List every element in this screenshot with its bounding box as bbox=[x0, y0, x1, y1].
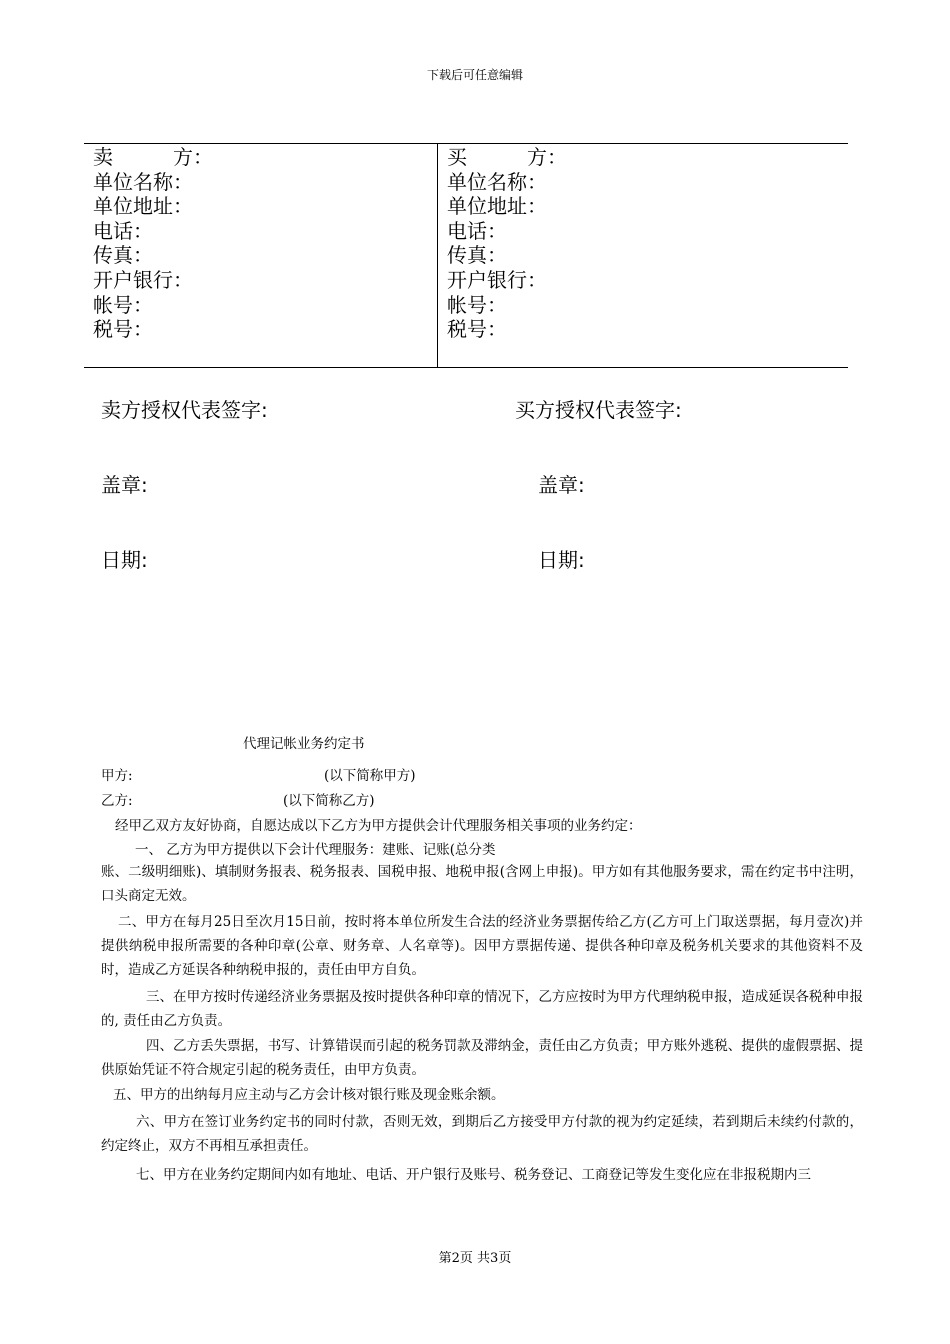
page-footer: 第2页 共3页 bbox=[438, 1251, 512, 1266]
buyer-field-fax: 传真： bbox=[447, 243, 507, 268]
seller-field-bank: 开户银行： bbox=[93, 267, 193, 292]
buyer-field-address: 单位地址： bbox=[447, 194, 547, 219]
seller-field-fax: 传真： bbox=[93, 243, 153, 268]
seller-field-company-name: 单位名称： bbox=[93, 169, 193, 194]
party-a-note: (以下简称甲方) bbox=[324, 768, 416, 784]
clause-2: 二、甲方在每月25日至次月15日前，按时将本单位所发生合法的经济业务票据传给乙方(乙方可上门取送票据，每月壹次)并提供纳税申报所需要的各种印章(公章、财务章、人名章等)。因甲方票据传递、提供各种印章及税务机关要求的其他资料不及时，造成乙方延误各种纳税申报的，责任由甲方自负。 bbox=[101, 914, 863, 978]
seller-cell bbox=[93, 145, 213, 342]
seller-title: 卖 方： bbox=[93, 145, 213, 169]
seller-date: 日期: bbox=[101, 548, 148, 572]
seller-field-address: 单位地址： bbox=[93, 194, 193, 219]
seller-field-tax-id: 税号： bbox=[93, 317, 153, 342]
buyer-date: 日期: bbox=[538, 548, 585, 572]
buyer-cell bbox=[447, 145, 567, 342]
clause-7: 七、甲方在业务约定期间内如有地址、电话、开户银行及账号、税务登记、工商登记等发生变化应在非报税期内三 bbox=[136, 1167, 811, 1183]
clause-6: 六、甲方在签订业务约定书的同时付款，否则无效，到期后乙方接受甲方付款的视为约定延续，若到期后未续约付款的，约定终止，双方不再相互承担责任。 bbox=[101, 1114, 863, 1154]
table-top-border bbox=[84, 143, 848, 144]
buyer-field-account: 帐号： bbox=[447, 292, 507, 317]
table-column-divider bbox=[437, 143, 438, 368]
clause-1-first-line: 一、 乙方为甲方提供以下会计代理服务：建账、记账(总分类 bbox=[135, 842, 496, 858]
agreement-intro: 经甲乙双方友好协商，自愿达成以下乙方为甲方提供会计代理服务相关事项的业务约定： bbox=[115, 818, 642, 834]
buyer-seal: 盖章: bbox=[538, 473, 585, 497]
buyer-rep-signature: 买方授权代表签字: bbox=[515, 398, 682, 422]
clause-5: 五、甲方的出纳每月应主动与乙方会计核对银行账及现金账余额。 bbox=[113, 1087, 505, 1103]
page-header: 下载后可任意编辑 bbox=[426, 68, 523, 82]
buyer-field-company-name: 单位名称： bbox=[447, 169, 547, 194]
seller-field-account: 帐号： bbox=[93, 292, 153, 317]
clause-3: 三、在甲方按时传递经济业务票据及按时提供各种印章的情况下，乙方应按时为甲方代理纳税申报，造成延误各税种申报的, 责任由乙方负责。 bbox=[101, 989, 863, 1029]
buyer-field-phone: 电话： bbox=[447, 218, 507, 243]
party-a-label: 甲方: bbox=[101, 768, 133, 784]
seller-seal: 盖章: bbox=[101, 473, 148, 497]
party-b-label: 乙方: bbox=[101, 793, 133, 809]
clause-4: 四、乙方丢失票据，书写、计算错误而引起的税务罚款及滞纳金，责任由乙方负责；甲方账外逃税、提供的虚假票据、提供原始凭证不符合规定引起的税务责任，由甲方负责。 bbox=[101, 1038, 863, 1078]
seller-rep-signature: 卖方授权代表签字: bbox=[101, 398, 268, 422]
clause-1-rest: 账、二级明细账)、填制财务报表、税务报表、国税申报、地税申报(含网上申报)。甲方如有其他服务要求，需在约定书中注明，口头商定无效。 bbox=[101, 864, 863, 904]
buyer-field-tax-id: 税号： bbox=[447, 317, 507, 342]
table-bottom-border bbox=[84, 367, 848, 368]
seller-field-phone: 电话： bbox=[93, 218, 153, 243]
party-b-note: (以下简称乙方) bbox=[283, 793, 375, 809]
buyer-field-bank: 开户银行： bbox=[447, 267, 547, 292]
agreement-title: 代理记帐业务约定书 bbox=[243, 736, 365, 752]
buyer-title: 买 方： bbox=[447, 145, 567, 169]
